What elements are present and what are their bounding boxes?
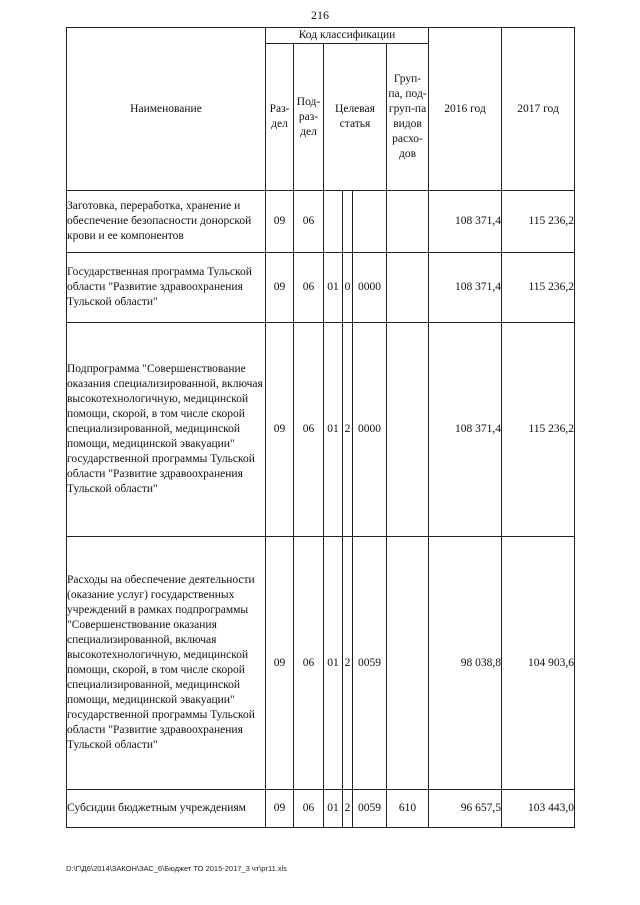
row-subprogram: 2: [343, 537, 353, 790]
row-group: [387, 253, 429, 323]
row-program: 01: [324, 323, 343, 537]
row-article: [353, 191, 387, 253]
row-name: Расходы на обеспечение деятельности (оказание услуг) государственных учреждений в рамках подпрограммы "Совершенствование оказания специализированной, включая высокотехнологичную, медицинской помощи, скорой, в том числе скорой специализированной, медицинской помощи, медицинской эвакуации" государственной программы Тульской области "Развитие здравоохранения Тульской области": [67, 537, 266, 790]
row-razdel: 09: [266, 253, 294, 323]
row-2016: 108 371,4: [429, 253, 502, 323]
row-razdel: 09: [266, 191, 294, 253]
table-row: [67, 323, 575, 537]
row-program: 01: [324, 253, 343, 323]
row-group: [387, 537, 429, 790]
row-subprogram: [343, 191, 353, 253]
row-program: 01: [324, 790, 343, 828]
row-2017: 103 443,0: [502, 790, 575, 828]
row-2016: 108 371,4: [429, 323, 502, 537]
page-number: 216: [311, 8, 329, 22]
row-podrazdel: 06: [294, 537, 324, 790]
row-program: [324, 191, 343, 253]
header-name: Наименование: [67, 28, 266, 191]
header-group: Груп-па, под-груп-па видов расхо-дов: [387, 44, 429, 191]
row-subprogram: 2: [343, 323, 353, 537]
header-year-2016: 2016 год: [429, 28, 502, 191]
row-group: [387, 191, 429, 253]
row-article: 0059: [353, 537, 387, 790]
row-podrazdel: 06: [294, 323, 324, 537]
row-razdel: 09: [266, 537, 294, 790]
row-2016: 108 371,4: [429, 191, 502, 253]
table-row: [67, 191, 575, 253]
row-podrazdel: 06: [294, 191, 324, 253]
row-2016: 98 038,8: [429, 537, 502, 790]
row-program: 01: [324, 537, 343, 790]
row-2017: 115 236,2: [502, 253, 575, 323]
row-subprogram: 0: [343, 253, 353, 323]
header-year-2017: 2017 год: [502, 28, 575, 191]
header-razdel: Раз-дел: [266, 44, 294, 191]
row-group: 610: [387, 790, 429, 828]
header-target-article: Целевая статья: [324, 44, 387, 191]
header-podrazdel: Под-раз-дел: [294, 44, 324, 191]
row-name: Субсидии бюджетным учреждениям: [67, 790, 266, 828]
header-classification: Код классификации: [266, 28, 429, 44]
file-path-footer: D:\Г\Д6\2014\ЗАКОН\ЗАС_6\Бюджет ТО 2015-2017_3 чт\pr11.xls: [66, 864, 287, 873]
row-razdel: 09: [266, 323, 294, 537]
row-2017: 115 236,2: [502, 191, 575, 253]
row-subprogram: 2: [343, 790, 353, 828]
row-name: Подпрограмма "Совершенствование оказания специализированной, включая высокотехнологичную, медицинской помощи, скорой, в том числе скорой специализированной, медицинской помощи, медицинской эвакуации" государственной программы Тульской области "Развитие здравоохранения Тульской области": [67, 323, 266, 537]
table-row: [67, 253, 575, 323]
row-article: 0000: [353, 323, 387, 537]
row-name: Заготовка, переработка, хранение и обеспечение безопасности донорской крови и ее компонентов: [67, 191, 266, 253]
row-2017: 115 236,2: [502, 323, 575, 537]
row-podrazdel: 06: [294, 253, 324, 323]
row-2017: 104 903,6: [502, 537, 575, 790]
budget-table: [66, 27, 575, 828]
row-article: 0059: [353, 790, 387, 828]
table-row: [67, 790, 575, 828]
row-article: 0000: [353, 253, 387, 323]
row-podrazdel: 06: [294, 790, 324, 828]
table-row: [67, 537, 575, 790]
row-name: Государственная программа Тульской области "Развитие здравоохранения Тульской области": [67, 253, 266, 323]
row-2016: 96 657,5: [429, 790, 502, 828]
row-razdel: 09: [266, 790, 294, 828]
row-group: [387, 323, 429, 537]
